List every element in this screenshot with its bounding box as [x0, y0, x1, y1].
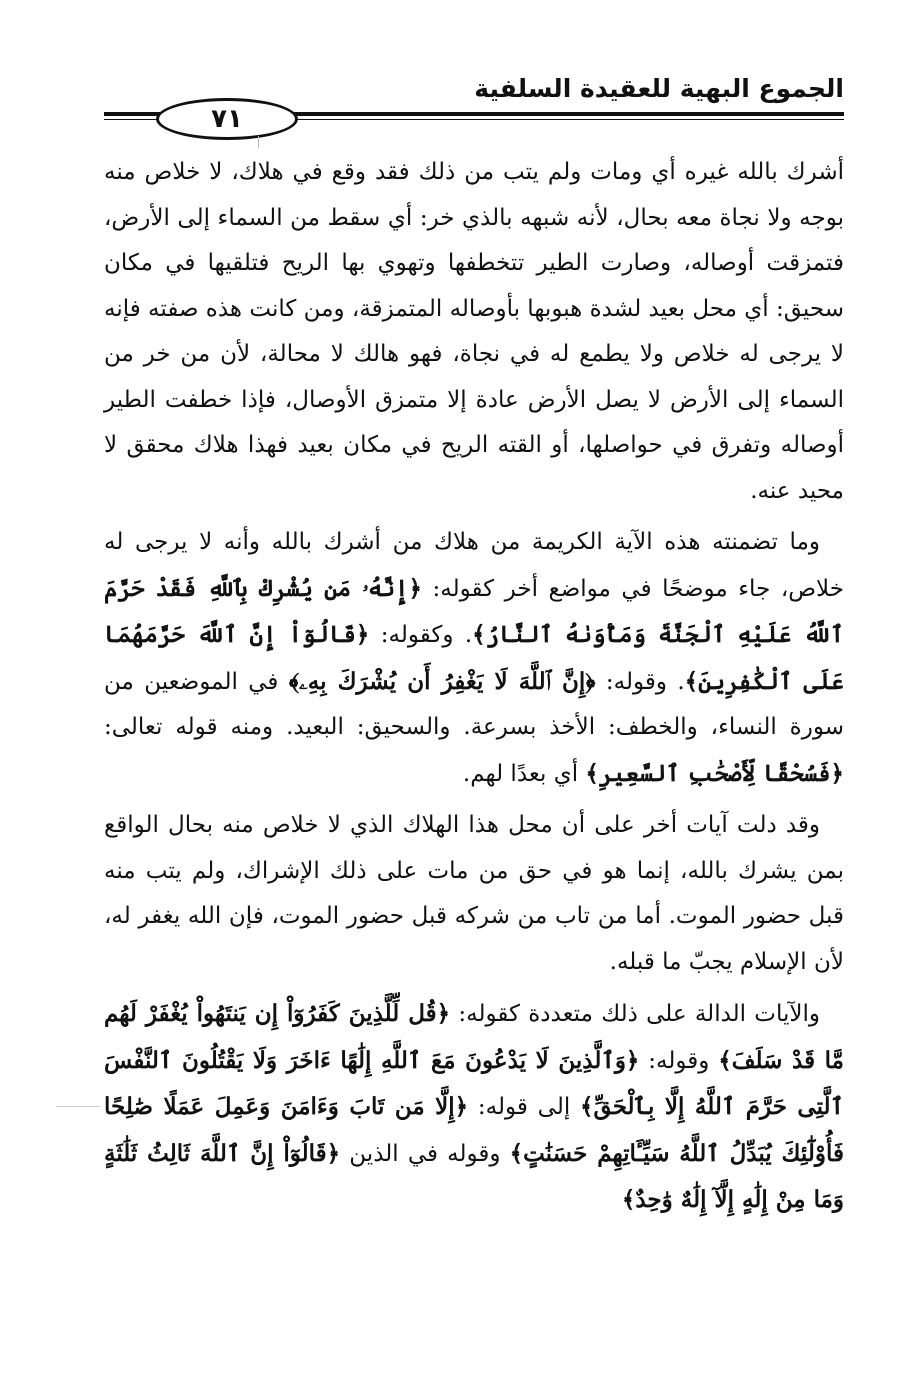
quran-verse: ﴿فَسُحْقًا لِّأَصْحَٰبِ ٱلسَّعِيرِ﴾: [585, 759, 844, 787]
paragraph-text: في الموضعين من سورة النساء، والخطف: الأخذ بسرعة. والسحيق: البعيد. ومنه قوله تعالى:: [104, 668, 844, 740]
quran-verse: ﴿إِنَّهُۥ مَن يُشْرِكْ بِٱللَّهِ فَقَدْ حَرَّمَ ٱللَّهُ عَلَيْهِ ٱلْجَنَّةَ وَمَأْوَىٰهُ ٱلنَّارُ﴾: [104, 574, 844, 648]
paragraph-text: والآيات الدالة على ذلك متعددة كقوله:: [450, 1001, 820, 1027]
paragraph-1: [104, 150, 844, 514]
page-body: [104, 150, 844, 1230]
quran-verse: ﴿إِلَّا مَن تَابَ وَءَامَنَ وَعَمِلَ عَمَلًا صَٰلِحًا فَأُوْلَٰٓئِكَ يُبَدِّلُ ٱللَّهُ سَيِّـَٔاتِهِمْ حَسَنَٰتٍ﴾: [104, 1093, 844, 1167]
paragraph-text: إلى قوله:: [468, 1094, 581, 1120]
paragraph-text: وما تضمنته هذه الآية الكريمة من هلاك من أشرك بالله وأنه لا يرجى له خلاص، جاء موضحًا في مواضع أخر كقوله:: [104, 529, 845, 602]
paragraph-2: [104, 520, 844, 797]
paragraph-text: أي بعدًا لهم.: [462, 760, 586, 787]
paragraph-text: . وقوله:: [595, 668, 685, 695]
book-title: الجموع البهية للعقيدة السلفية: [474, 74, 844, 103]
quran-verse: ﴿قَالُوٓاْ إِنَّ ٱللَّهَ ثَالِثُ ثَلَٰثَةٍ وَمَا مِنْ إِلَٰهٍ إِلَّآ إِلَٰهٌ وَٰحِدٌ﴾: [104, 1139, 844, 1213]
scan-mark-lower: [56, 1106, 100, 1107]
page-number: ٧١: [156, 98, 298, 140]
paragraph-text: وقوله:: [639, 1047, 719, 1074]
quran-verse: ﴿إِنَّ ٱللَّهَ لَا يَغْفِرُ أَن يُشْرَكَ بِهِۦ﴾: [288, 667, 596, 695]
paragraph-text: وقد دلت آيات أخر على أن محل هذا الهلاك الذي لا خلاص منه بحال الواقع بمن يشرك بالله، إنما هو في حق من مات على ذلك الإشراك، ولم يتب منه قبل حضور الموت. أما من تاب من شركه قبل حضور الموت، فإن الله يغفر له، لأن الإسلام يجبّ ما قبله.: [104, 812, 844, 975]
quran-verse: ﴿قُل لِّلَّذِينَ كَفَرُوٓاْ إِن يَنتَهُواْ يُغْفَرْ لَهُم مَّا قَدْ سَلَفَ﴾: [104, 1000, 844, 1074]
paragraph-3: [104, 803, 844, 985]
scan-mark: [258, 136, 259, 148]
paragraph-text: . وكقوله:: [369, 622, 473, 648]
quran-verse: ﴿قَالُوٓاْ إِنَّ ٱللَّهَ حَرَّمَهُمَا عَلَى ٱلْكَٰفِرِينَ﴾: [104, 621, 845, 695]
paragraph-text: وقوله في الذين: [340, 1140, 510, 1167]
paragraph-4: [104, 991, 844, 1224]
quran-verse: ﴿وَٱلَّذِينَ لَا يَدْعُونَ مَعَ ٱللَّهِ إِلَٰهًا ءَاخَرَ وَلَا يَقْتُلُونَ ٱلنَّفْسَ ٱلَّتِى حَرَّمَ ٱللَّهُ إِلَّا بِٱلْحَقِّ﴾: [104, 1046, 844, 1120]
page-header: [104, 60, 844, 132]
paragraph-text: أشرك بالله غيره أي ومات ولم يتب من ذلك فقد وقع في هلاك، لا خلاص منه بوجه ولا نجاة معه بحال، لأنه شبهه بالذي خر: أي سقط من السماء إلى الأرض، فتمزقت أوصاله، وصارت الطير تتخطفها وتهوي بها الريح فتلقيها في مكان سحيق: أي محل بعيد لشدة هبوبها بأوصاله المتمزقة، ومن كانت هذه صفته فإنه لا يرجى له خلاص ولا يطمع له في نجاة، فهو هالك لا محالة، لأن من خر من السماء إلى الأرض لا يصل الأرض عادة إلا متمزق الأوصال، فإذا خطفت الطير أوصاله وتفرق في حواصلها، أو القته الريح في مكان بعيد فهذا هلاك محقق لا محيد عنه.: [104, 159, 844, 504]
